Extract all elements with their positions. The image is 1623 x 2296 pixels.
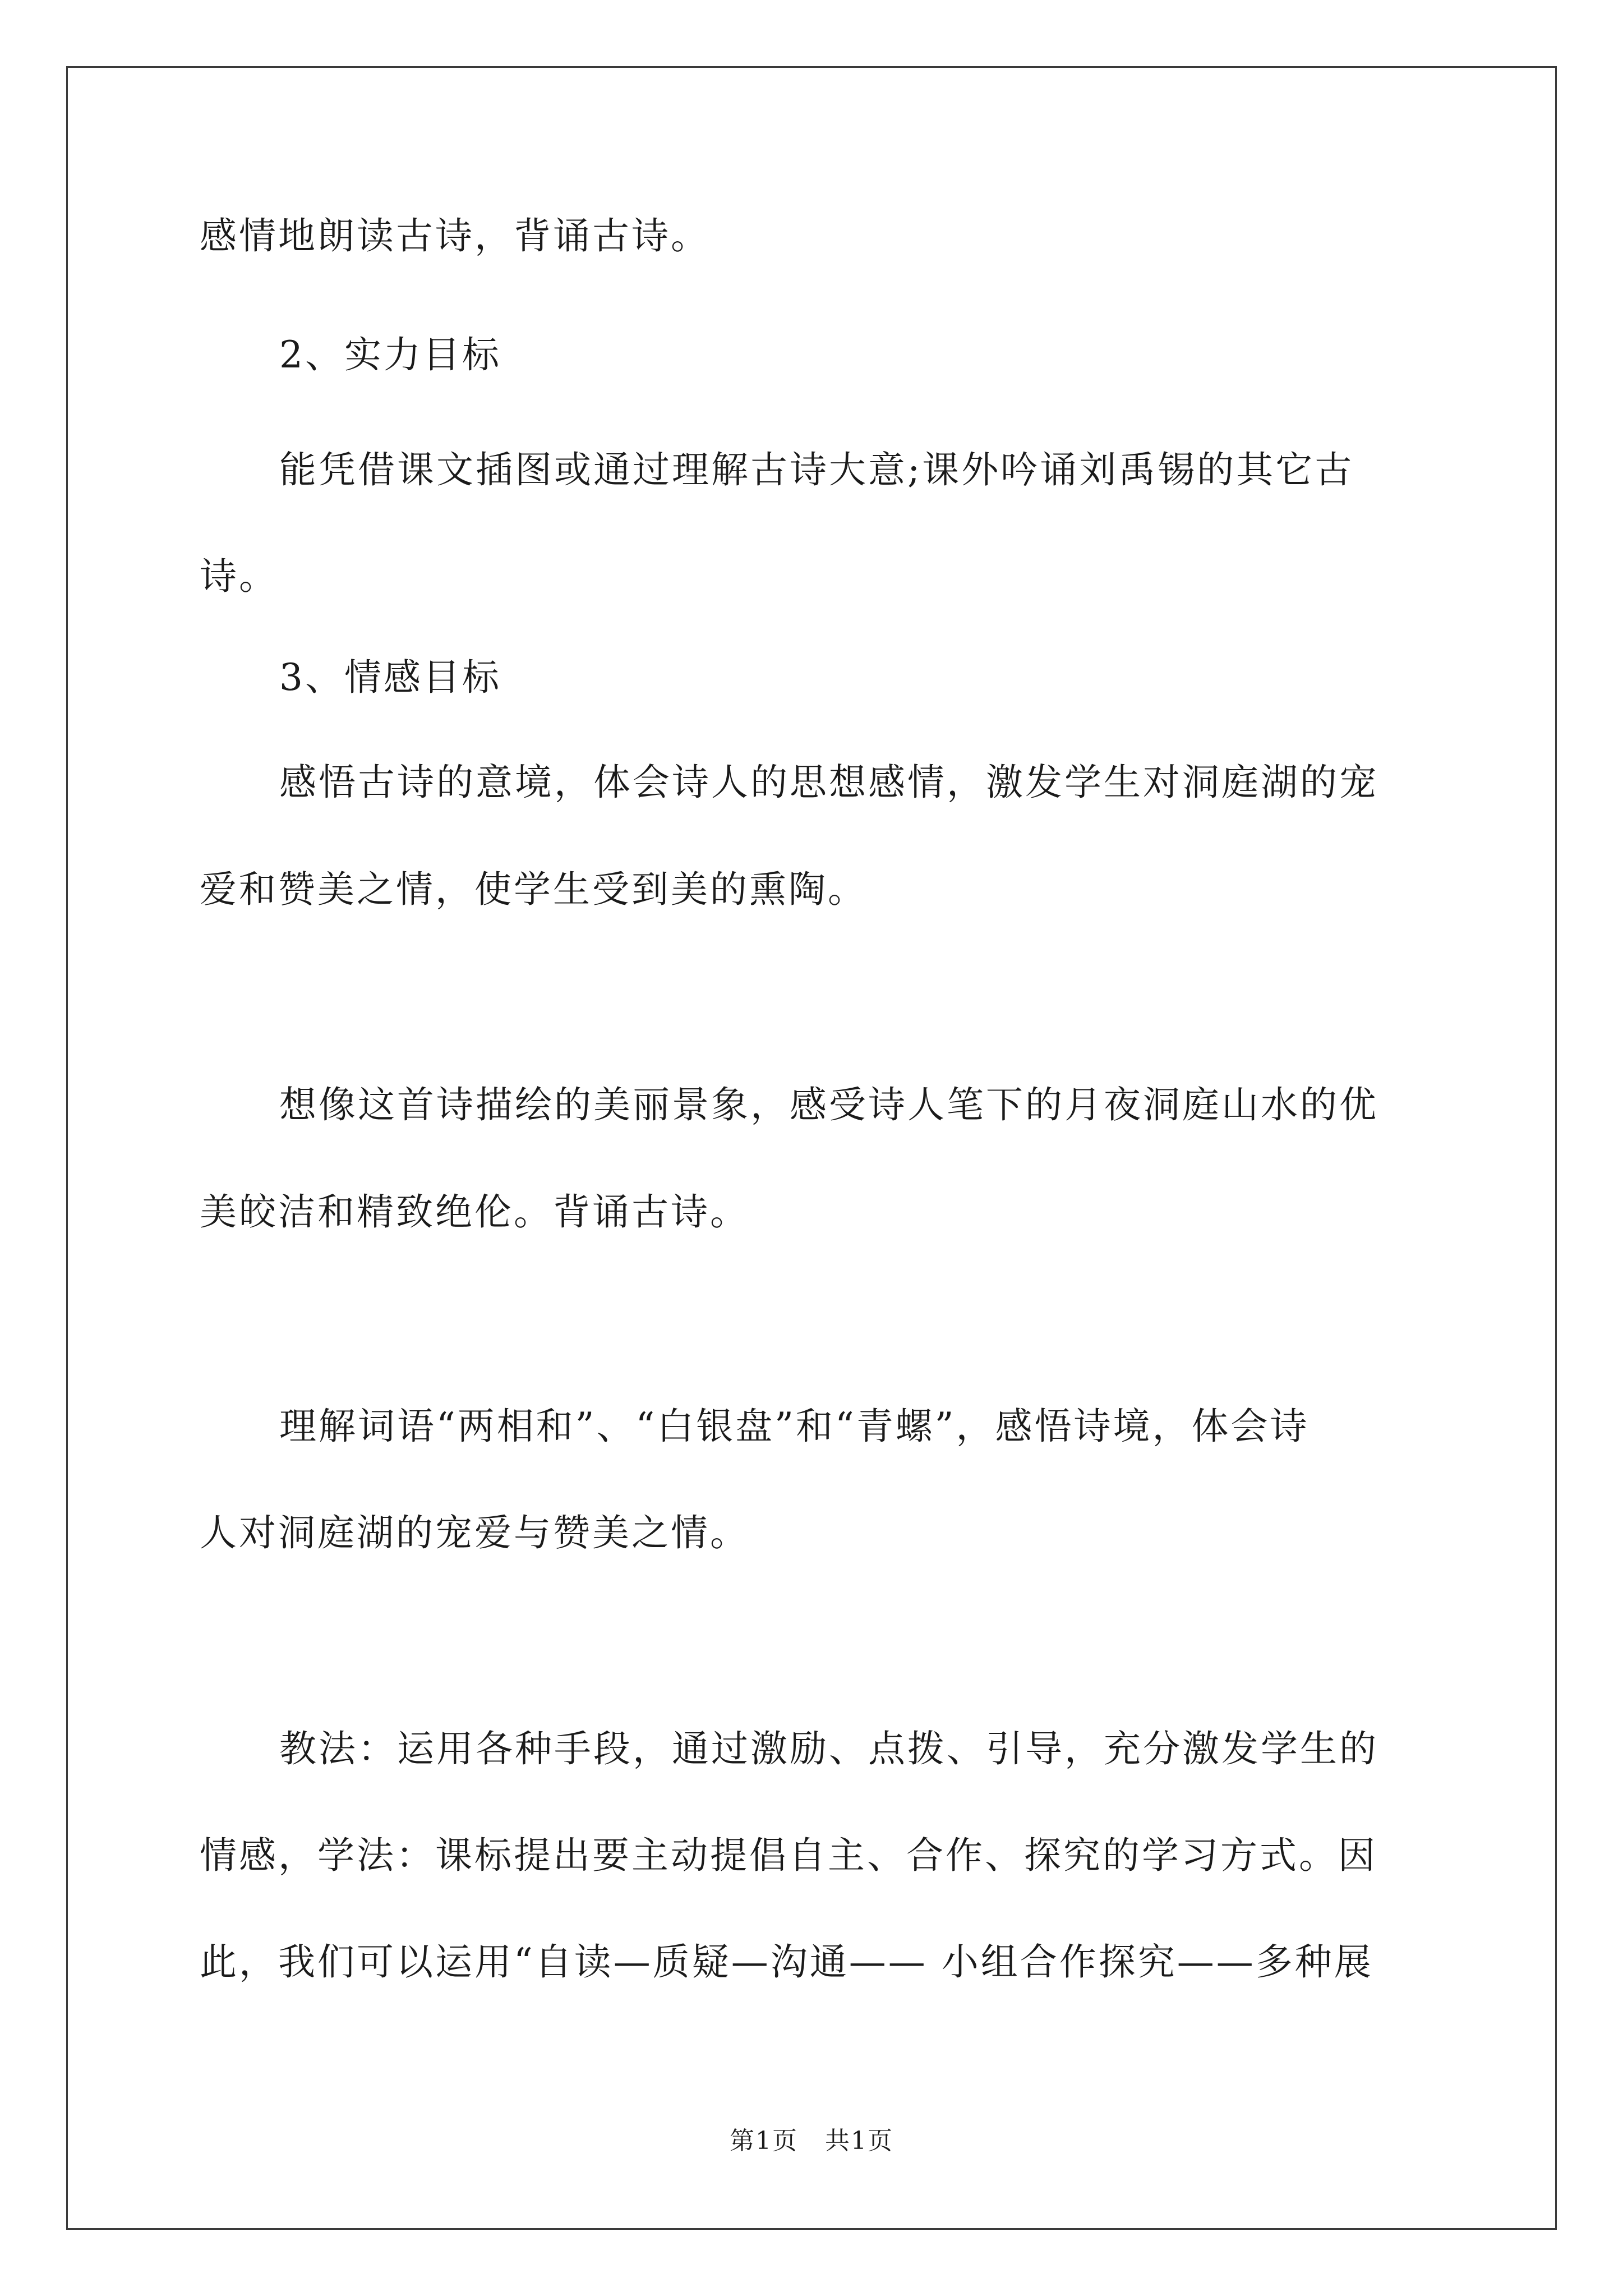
section-heading: 2、实力目标 [279, 333, 501, 376]
page-number: 第1页 共1页 [730, 2127, 893, 2155]
text-line: 能凭借课文插图或通过理解古诗大意;课外吟诵刘禹锡的其它古 [279, 448, 1354, 491]
page-border [66, 66, 1557, 2230]
text-line: 诗。 [200, 555, 278, 598]
text-line: 情感，学法：课标提出要主动提倡自主、合作、探究的学习方式。因 [200, 1834, 1377, 1877]
text-line: 感情地朗读古诗，背诵古诗。 [200, 214, 710, 257]
text-line: 教法：运用各种手段，通过激励、点拨、引导，充分激发学生的 [279, 1727, 1378, 1770]
text-line: 想像这首诗描绘的美丽景象，感受诗人笔下的月夜洞庭山水的优 [279, 1083, 1378, 1126]
text-line: 人对洞庭湖的宠爱与赞美之情。 [200, 1511, 749, 1554]
text-line: 美皎洁和精致绝伦。背诵古诗。 [200, 1190, 749, 1234]
text-line: 感悟古诗的意境，体会诗人的思想感情，激发学生对洞庭湖的宠 [279, 761, 1378, 804]
section-heading: 3、情感目标 [279, 656, 501, 699]
text-line: 爱和赞美之情，使学生受到美的熏陶。 [200, 868, 867, 911]
text-line: 此，我们可以运用“自读—质疑—沟通—— 小组合作探究——多种展 [200, 1940, 1373, 1984]
text-line: 理解词语“两相和”、“白银盘”和“青螺”，感悟诗境，体会诗 [279, 1405, 1310, 1448]
